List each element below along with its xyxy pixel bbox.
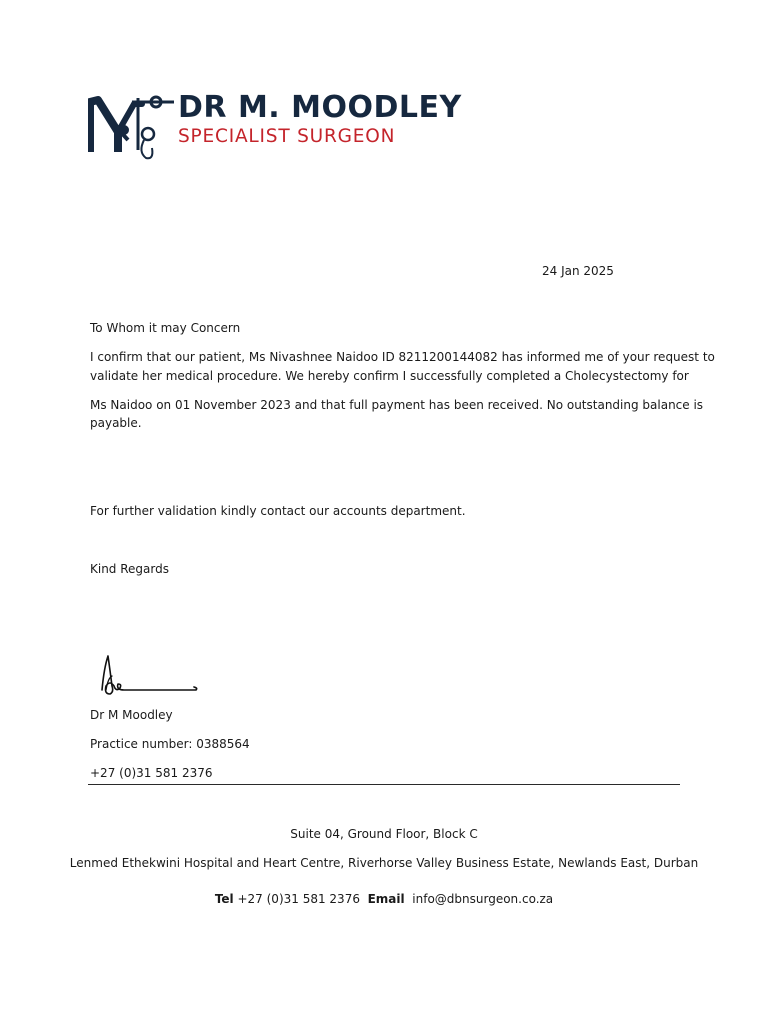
footer-contact <box>0 890 768 909</box>
body-line: Ms Naidoo on 01 November 2023 and that full payment has been received. No outstanding balance is <box>90 398 704 412</box>
surgical-instrument-m-monogram-icon <box>88 88 176 164</box>
validation-note: For further validation kindly contact our accounts department. <box>90 504 466 518</box>
footer-address-line2: Lenmed Ethekwini Hospital and Heart Centre, Riverhorse Valley Business Estate, Newlands East, Durban <box>69 856 699 870</box>
body-line: I confirm that our patient, Ms Nivashnee Naidoo ID 8211200144082 has informed me of your request to <box>90 350 715 364</box>
letter-date: 24 Jan 2025 <box>542 264 614 278</box>
tel-label: Tel <box>214 892 234 906</box>
footer-divider <box>88 784 680 785</box>
practice-number: Practice number: 0388564 <box>90 737 250 751</box>
signatory-name: Dr M Moodley <box>90 708 173 722</box>
signatory-phone: +27 (0)31 581 2376 <box>90 766 213 780</box>
body-line: payable. <box>90 416 142 430</box>
letterhead-logo <box>88 88 468 164</box>
handwritten-signature <box>98 650 202 700</box>
footer-address-line1: Suite 04, Ground Floor, Block C <box>290 827 478 841</box>
body-line: validate her medical procedure. We hereby confirm I successfully completed a Cholecystectomy for <box>90 369 689 383</box>
footer-tel: +27 (0)31 581 2376 <box>237 892 360 906</box>
email-label: Email <box>367 892 405 906</box>
practice-name: DR M. MOODLEY <box>178 90 462 125</box>
salutation: To Whom it may Concern <box>90 321 241 335</box>
practice-title: SPECIALIST SURGEON <box>178 126 396 147</box>
footer-email[interactable]: info@dbnsurgeon.co.za <box>412 892 554 906</box>
closing: Kind Regards <box>90 562 169 576</box>
